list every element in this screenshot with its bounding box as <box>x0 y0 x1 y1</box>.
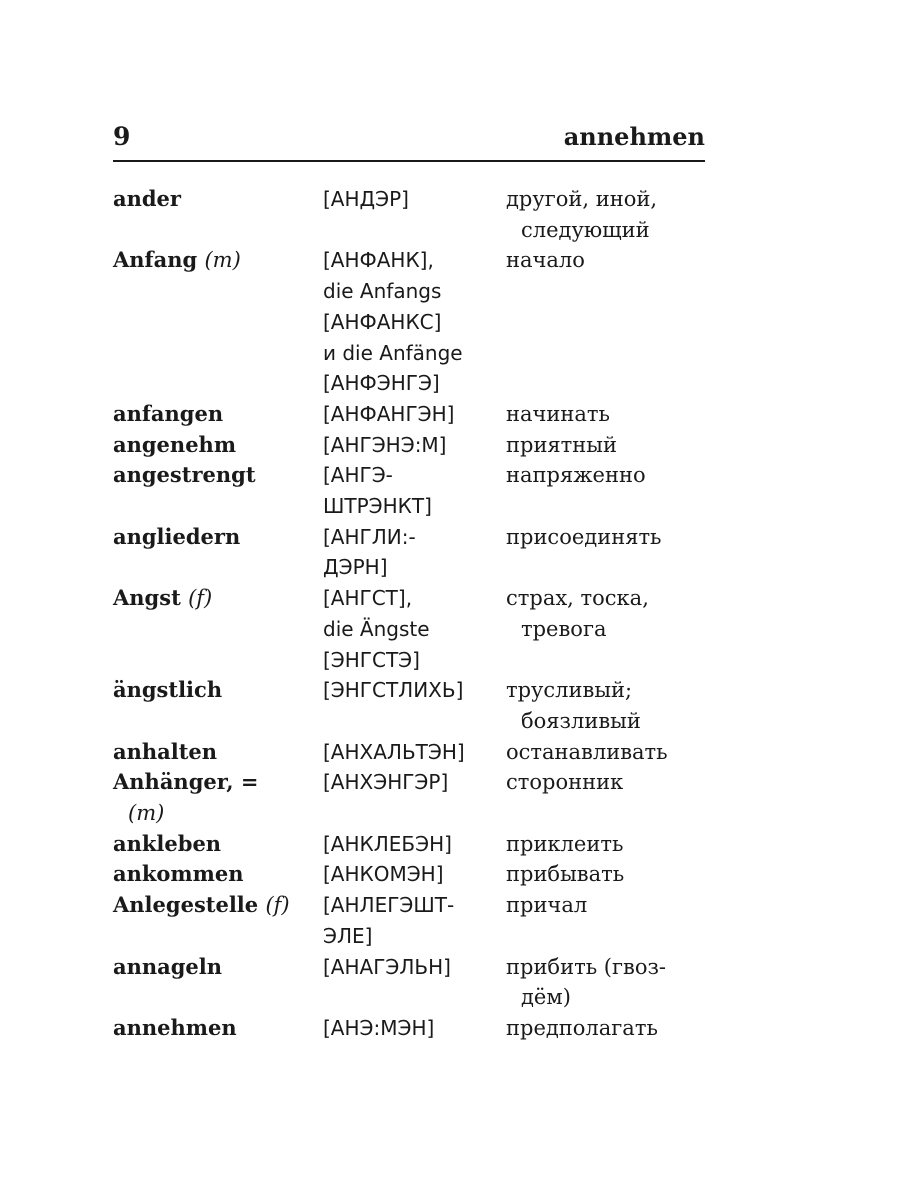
headword-cell <box>113 522 323 553</box>
translation-cell <box>506 245 713 276</box>
translation-line: начало <box>506 248 585 273</box>
gender-marker: (f) <box>265 893 290 918</box>
pronunciation-line: [АНДЭР] <box>323 187 409 211</box>
translation-cell <box>506 583 713 644</box>
gender-marker: (m) <box>128 801 165 826</box>
headword: angenehm <box>113 431 237 457</box>
dictionary-entry <box>113 675 713 736</box>
translation-cell <box>506 890 713 921</box>
headword-cell <box>113 737 323 768</box>
headword-cell <box>113 1013 323 1044</box>
headword: anhalten <box>113 738 218 764</box>
headword-cell <box>113 859 323 890</box>
translation-line: причал <box>506 893 588 918</box>
dictionary-entry <box>113 890 713 951</box>
translation-line: боязливый <box>521 708 641 733</box>
pronunciation-line: [АНФАНК], <box>323 248 434 273</box>
pronunciation-cell <box>323 460 506 521</box>
pronunciation-line: [АНКОМЭН] <box>323 862 444 887</box>
headword: ängstlich <box>113 677 223 703</box>
pronunciation-cell <box>323 952 506 983</box>
dictionary-entries <box>113 184 713 1044</box>
translation-line: предполагать <box>506 1015 658 1040</box>
dictionary-entry <box>113 399 713 430</box>
dictionary-entry <box>113 245 713 399</box>
pronunciation-line: [АНФАНГЭН] <box>323 401 455 426</box>
translation-line: трусливый; <box>506 678 633 703</box>
dictionary-entry <box>113 952 713 1013</box>
pronunciation-cell <box>323 767 506 798</box>
translation-line: прибить (гвоз- <box>506 954 667 979</box>
translation-cell <box>506 829 713 860</box>
headword: ander <box>113 186 181 211</box>
dictionary-entry <box>113 767 713 828</box>
pronunciation-line: [АНГЛИ:- <box>323 524 416 549</box>
pronunciation-line: [ЭНГСТЛИХЬ] <box>323 678 464 703</box>
headword-cell <box>113 460 323 491</box>
translation-line: тревога <box>521 616 607 641</box>
headword-cell <box>113 399 323 430</box>
pronunciation-cell <box>323 430 506 461</box>
pronunciation-line: [ЭНГСТЭ] <box>323 647 420 672</box>
headword: Angst <box>113 585 181 611</box>
translation-cell <box>506 767 713 798</box>
headword-cell <box>113 583 323 614</box>
translation-line: сторонник <box>506 770 624 795</box>
pronunciation-line: [АНХАЛЬТЭН] <box>323 739 465 764</box>
translation-line: приклеить <box>506 831 624 856</box>
dictionary-entry <box>113 583 713 675</box>
pronunciation-cell <box>323 399 506 430</box>
pronunciation-line: [АНГЭНЭ:М] <box>323 432 447 457</box>
pronunciation-line: ДЭРН] <box>323 555 388 580</box>
dictionary-entry <box>113 1013 713 1044</box>
pronunciation-line: [АНЛЕГЭШТ- <box>323 893 455 918</box>
headword-cell <box>113 430 323 461</box>
translation-cell <box>506 399 713 430</box>
pronunciation-line: [АНФЭНГЭ] <box>323 371 440 396</box>
running-head: annehmen <box>563 122 705 151</box>
translation-line: другой, иной, <box>506 187 658 211</box>
pronunciation-line: и die Anfänge <box>323 340 463 365</box>
headword: ankommen <box>113 861 244 887</box>
pronunciation-cell <box>323 829 506 860</box>
translation-line: дём) <box>521 985 571 1010</box>
pronunciation-cell <box>323 522 506 583</box>
translation-cell <box>506 737 713 768</box>
headword: annageln <box>113 953 223 979</box>
pronunciation-line: [АНАГЭЛЬН] <box>323 954 451 979</box>
headword-cell <box>113 767 323 828</box>
headword: Anfang <box>113 247 198 273</box>
dictionary-entry <box>113 522 713 583</box>
translation-line: начинать <box>506 401 610 426</box>
translation-cell <box>506 522 713 553</box>
headword-cell <box>113 245 323 276</box>
dictionary-entry <box>113 829 713 860</box>
translation-cell <box>506 430 713 461</box>
headword: Anlegestelle <box>113 892 259 918</box>
headword-cell <box>113 952 323 983</box>
headword: Anhänger, = <box>113 769 259 795</box>
translation-line: приятный <box>506 432 618 457</box>
pronunciation-cell <box>323 737 506 768</box>
pronunciation-line: die Anfangs <box>323 279 442 304</box>
translation-line: страх, тоска, <box>506 586 649 611</box>
pronunciation-cell <box>323 890 506 951</box>
pronunciation-line: [АНХЭНГЭР] <box>323 770 449 795</box>
translation-line: следующий <box>521 217 650 242</box>
pronunciation-cell <box>323 1013 506 1044</box>
gender-marker: (f) <box>188 586 213 611</box>
translation-line: останавливать <box>506 739 668 764</box>
pronunciation-line: [АНГЭ- <box>323 463 393 488</box>
headword-cell <box>113 184 323 215</box>
headword-cell <box>113 675 323 706</box>
headword: angliedern <box>113 523 241 549</box>
pronunciation-cell <box>323 675 506 706</box>
pronunciation-cell <box>323 859 506 890</box>
pronunciation-line: [АНЭ:МЭН] <box>323 1015 435 1040</box>
dictionary-entry <box>113 430 713 461</box>
translation-line: напряженно <box>506 463 646 488</box>
page-header <box>113 118 705 162</box>
dictionary-entry <box>113 460 713 521</box>
page-number: 9 <box>113 122 131 151</box>
translation-cell <box>506 859 713 890</box>
pronunciation-cell <box>323 184 506 215</box>
translation-line: прибывать <box>506 862 625 887</box>
pronunciation-cell <box>323 245 506 399</box>
dictionary-entry <box>113 184 713 245</box>
translation-cell <box>506 460 713 491</box>
gender-marker: (m) <box>204 248 241 273</box>
pronunciation-line: [АНФАНКС] <box>323 309 442 334</box>
headword: annehmen <box>113 1014 237 1040</box>
headword-cell <box>113 829 323 860</box>
pronunciation-cell <box>323 583 506 675</box>
translation-cell <box>506 675 713 736</box>
translation-line: присоединять <box>506 524 662 549</box>
translation-cell <box>506 1013 713 1044</box>
dictionary-entry <box>113 859 713 890</box>
headword: ankleben <box>113 830 222 856</box>
headword: anfangen <box>113 400 224 426</box>
pronunciation-line: [АНКЛЕБЭН] <box>323 831 452 856</box>
headword-cell <box>113 890 323 921</box>
pronunciation-line: ШТРЭНКТ] <box>323 494 432 519</box>
pronunciation-line: die Ängste <box>323 616 430 641</box>
pronunciation-line: [АНГСТ], <box>323 586 413 611</box>
pronunciation-line: ЭЛЕ] <box>323 923 373 948</box>
headword: angestrengt <box>113 462 256 488</box>
translation-cell <box>506 952 713 1013</box>
dictionary-entry <box>113 737 713 768</box>
translation-cell <box>506 184 713 245</box>
